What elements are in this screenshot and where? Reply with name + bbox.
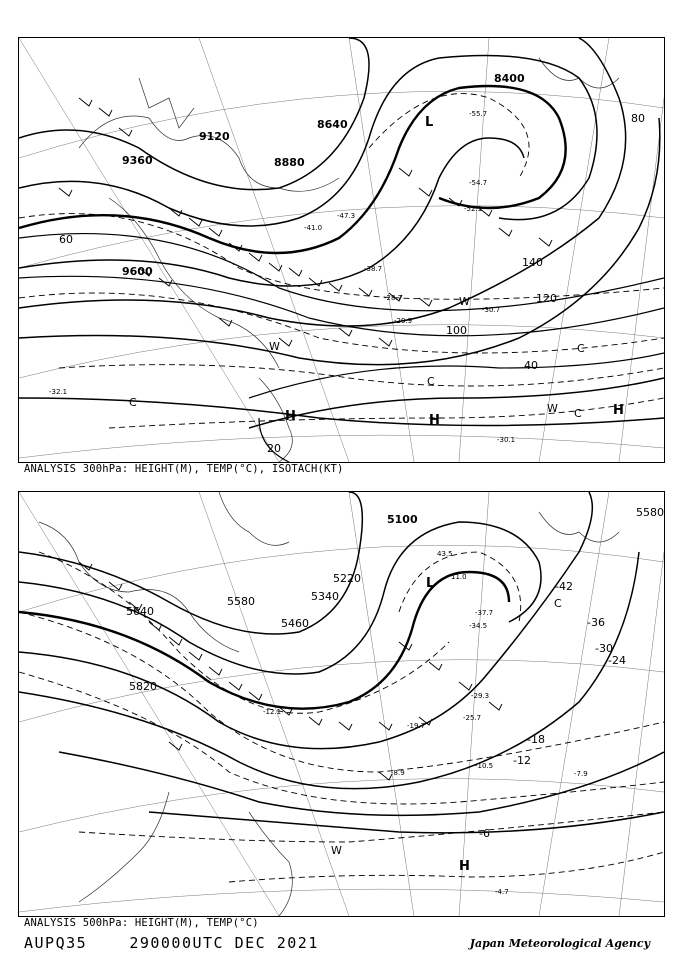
height-label-5100: 5100 [387,513,418,526]
height-label-8640: 8640 [317,118,348,131]
coastline [39,492,619,916]
station-value: 43.5 [437,550,453,558]
station-value: -32.1 [49,388,68,396]
cold-symbol: C [554,597,562,610]
isotherm-labels [479,580,626,840]
station-value: -25.7 [463,714,482,722]
station-value: -7.9 [574,770,588,778]
isotach-label-120: 120 [536,292,557,305]
temp-label: -42 [555,580,573,593]
temp-label: -24 [608,654,626,667]
station-value: -8.9 [391,769,405,777]
station-value: -34.5 [469,622,488,630]
wind-barbs [79,562,502,780]
low-center-symbol: L [426,576,435,591]
isotach-label-100: 100 [446,324,467,337]
station-value: -19.7 [407,722,426,730]
station-value: -47.3 [337,212,356,220]
station-value: -52.1 [464,205,483,213]
cold-symbol: C [427,375,435,388]
station-value: -30.1 [497,436,516,444]
isotach-label-140: 140 [522,256,543,269]
height-label-5580: 5580 [227,595,255,608]
height-labels [122,72,525,278]
cold-symbol: C [577,342,585,355]
station-value: -55.7 [469,110,488,118]
height-label-9120: 9120 [199,130,230,143]
graticule [19,38,664,462]
temp-label: -12 [513,754,531,767]
height-label-5460: 5460 [281,617,309,630]
station-value: -54.7 [469,179,488,187]
height-label-8880: 8880 [274,156,305,169]
chart-datetime: 290000UTC DEC 2021 [129,934,319,952]
station-value: -37.7 [475,609,494,617]
height-label-5220: 5220 [333,572,361,585]
caption-300hpa: ANALYSIS 300hPa: HEIGHT(M), TEMP(°C), ISOTACH(KT) [24,463,344,475]
station-value: -38.7 [364,265,383,273]
height-label-5340: 5340 [311,590,339,603]
high-center-symbol: H [613,403,624,418]
high-center-symbol: H [285,409,296,424]
station-value: -12.1 [263,708,282,716]
station-value: -4.7 [495,888,509,896]
height-label-9600: 9600 [122,265,153,278]
isotach-label-80: 80 [631,112,645,125]
warm-symbol: W [331,844,342,857]
low-center-symbol: L [425,115,434,130]
chart-id: AUPQ35 [24,934,88,952]
isotachs [19,234,664,462]
temp-label: -6 [479,827,490,840]
warm-symbol: W [547,402,558,415]
cold-symbol: C [129,396,137,409]
station-value: -41.0 [304,224,323,232]
height-label-9360: 9360 [122,154,153,167]
height-label-5820: 5820 [129,680,157,693]
station-value: -29.9 [394,317,413,325]
warm-symbol: W [269,340,280,353]
isotach-label-60: 60 [59,233,73,246]
station-value: -10.5 [475,762,494,770]
temp-label: -30 [595,642,613,655]
map-panel-500hpa [18,491,665,917]
high-center-symbol: H [459,859,470,874]
warm-symbol: W [459,295,470,308]
map-panel-300hpa [18,37,665,463]
chart-header [24,934,319,952]
isotach-label-20: 20 [267,442,281,455]
station-value: 11.0 [451,573,467,581]
map-300hpa [19,38,664,462]
station-value: -28.7 [384,294,403,302]
temp-label: -18 [527,733,545,746]
agency-name: Japan Meteorological Agency [469,937,650,950]
map-500hpa [19,492,664,916]
isotherms [19,552,664,882]
station-value: -30.7 [482,306,501,314]
caption-500hpa: ANALYSIS 500hPa: HEIGHT(M), TEMP(°C) [24,917,259,929]
high-center-symbol: H [429,413,440,428]
height-label-5580: 5580 [636,506,664,519]
temp-label: -36 [587,616,605,629]
station-value: -29.3 [471,692,490,700]
cold-symbol: C [574,407,582,420]
isotach-label-40: 40 [524,359,538,372]
height-label-5640: 5640 [126,605,154,618]
height-label-8400: 8400 [494,72,525,85]
